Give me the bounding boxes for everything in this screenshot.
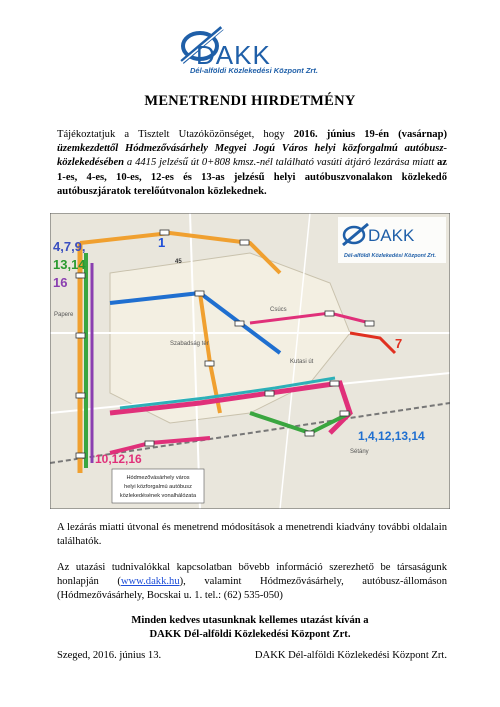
- intro-text-4: az 1-es, 4-es, 10-es, 12-es és 13-as jelzésű helyi autóbuszvonalakon közlekedő autóbuszjáratok terelőútvonalon közlekednek.: [57, 157, 447, 197]
- logo-name: DAKK: [196, 40, 271, 70]
- map-caption-line: helyi közforgalmú autóbusz: [124, 484, 192, 490]
- closing-line: Minden kedves utasunknak kellemes utazást kíván a: [131, 615, 369, 626]
- intro-date: 2016. június 19-én (vasárnap): [293, 129, 447, 140]
- route-label-top-mid: 1: [158, 235, 166, 250]
- route-map: [50, 213, 450, 509]
- route-label-top-left: 4,7,9,: [53, 239, 86, 254]
- route-label-top-left-3: 16: [53, 275, 68, 290]
- website-link[interactable]: www.dakk.hu: [120, 576, 180, 588]
- intro-text-3: a 4415 jelzésű út 0+808 kmsz.-nél található vasúti átjáró lezárása miatt: [124, 157, 437, 169]
- route-label-bottom-left: 10,12,16: [95, 452, 142, 466]
- map-logo-subtitle: Dél-alföldi Közlekedési Központ Zrt.: [344, 253, 436, 259]
- contact-paragraph: [57, 561, 447, 604]
- place-label: Kutasi út: [290, 359, 314, 365]
- place-label: Papere: [54, 312, 74, 318]
- place-label: Sétány: [350, 449, 369, 455]
- intro-text-2: üzemkezdettől Hódmezővásárhely Megyei Jogú Város helyi közforgalmú autóbusz-közlekedésében: [57, 143, 447, 169]
- map-logo-name: DAKK: [368, 226, 415, 245]
- closing-line: DAKK Dél-alföldi Közlekedési Központ Zrt.: [149, 629, 351, 641]
- intro-text-1: Tájékoztatjuk a Tisztelt Utazóközönséget, hogy: [57, 129, 294, 140]
- contact-text-2: ), valamint Hódmezővásárhely, autóbusz-állomáson (Hódmezővásárhely, Bocskai u. 1. tel.: (62) 535-050): [57, 576, 448, 602]
- place-label: Csúcs: [270, 307, 287, 313]
- route-label-bottom-right: 1,4,12,13,14: [358, 429, 425, 443]
- route-label-right: 7: [395, 336, 403, 351]
- signature-date: Szeged, 2016. június 13.: [57, 650, 162, 661]
- info-paragraph: A lezárás miatti útvonal és menetrend módosítások a menetrendi kiadvány további oldalain találhatók.: [57, 522, 447, 548]
- road-number: 45: [175, 259, 182, 265]
- place-label: Szabadság tér: [170, 341, 209, 347]
- contact-text-1: Az utazási tudnivalókkal kapcsolatban bővebb információ szerezhető be társaságunk honlapján (: [57, 562, 447, 588]
- signature-company: DAKK Dél-alföldi Közlekedési Központ Zrt.: [254, 650, 447, 661]
- logo-subtitle: Dél-alföldi Közlekedési Központ Zrt.: [190, 66, 318, 75]
- route-label-top-left-2: 13,14: [53, 257, 86, 272]
- closing-text: [0, 614, 500, 642]
- intro-paragraph: [57, 128, 447, 199]
- page-title: MENETRENDI HIRDETMÉNY: [144, 93, 356, 109]
- map-caption-line: Hódmezővásárhely város: [126, 475, 190, 481]
- map-caption-line: közlekedésének vonalhálózata: [119, 493, 197, 499]
